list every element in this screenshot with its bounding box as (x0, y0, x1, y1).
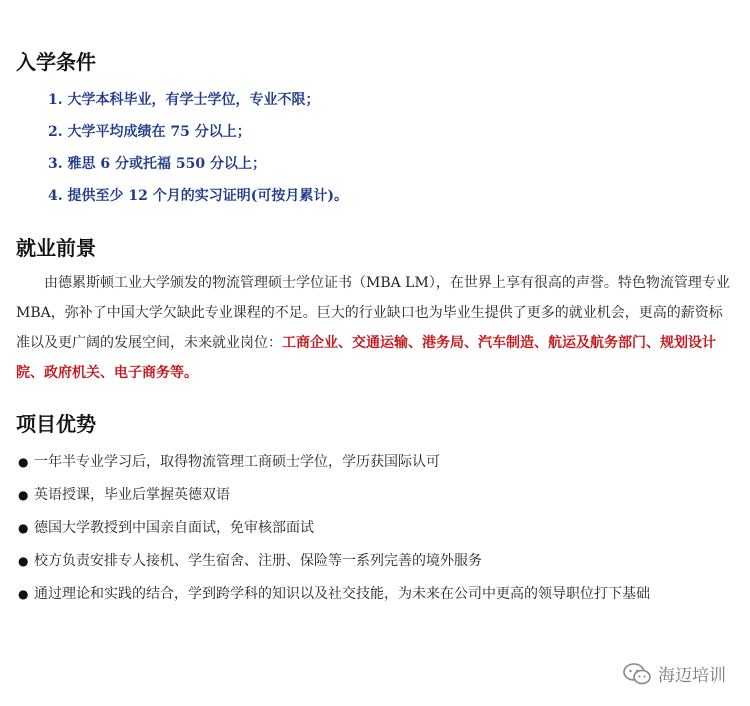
bullet-icon: ● (18, 587, 29, 601)
bullet-icon: ● (18, 554, 29, 568)
section-title-requirements: 入学条件 (16, 50, 96, 74)
requirement-item: 3. 雅思 6 分或托福 550 分以上； (48, 156, 266, 172)
career-paragraph (16, 268, 732, 388)
section-title-advantages: 项目优势 (16, 412, 96, 436)
advantages-list (18, 450, 650, 615)
section-title-career: 就业前景 (16, 236, 96, 260)
bullet-icon: ● (18, 488, 29, 502)
advantage-item (18, 582, 650, 615)
requirement-item: 1. 大学本科毕业，有学士学位，专业不限； (48, 92, 320, 108)
bullet-icon: ● (18, 455, 29, 469)
advantage-item (18, 450, 650, 483)
advantage-text: 英语授课，毕业后掌握英德双语 (34, 487, 230, 503)
advantage-text: 校方负责安排专人接机、学生宿舍、注册、保险等一系列完善的境外服务 (34, 553, 482, 569)
requirements-list (48, 88, 348, 216)
advantage-item (18, 516, 650, 549)
watermark-text: 海迈培训 (658, 666, 726, 686)
career-highlight-text: 工商企业、交通运输、港务局、汽车制造、航运及航务部门、规划设计院、政府机关、电子商务等。 (16, 335, 716, 381)
advantage-text: 德国大学教授到中国亲自面试，免审核部面试 (34, 520, 314, 536)
bullet-icon: ● (18, 521, 29, 535)
wechat-icon (622, 662, 652, 686)
advantage-text: 通过理论和实践的结合，学到跨学科的知识以及社交技能，为未来在公司中更高的领导职位打下基础 (34, 586, 650, 602)
requirement-item: 4. 提供至少 12 个月的实习证明(可按月累计)。 (48, 188, 348, 204)
advantage-item (18, 483, 650, 516)
career-paragraph-text: 由德累斯顿工业大学颁发的物流管理硕士学位证书（MBA LM），在世界上享有很高的声誉。特色物流管理专业 MBA，弥补了中国大学欠缺此专业课程的不足。巨大的行业缺口也为毕业生提供了更多的就业机会，更高的薪资标准以及更广阔的发展空间，未来就业岗位： (16, 275, 730, 351)
advantage-text: 一年半专业学习后，取得物流管理工商硕士学位，学历获国际认可 (34, 454, 440, 470)
advantage-item (18, 549, 650, 582)
requirement-item: 2. 大学平均成绩在 75 分以上； (48, 124, 251, 140)
watermark (622, 661, 726, 686)
